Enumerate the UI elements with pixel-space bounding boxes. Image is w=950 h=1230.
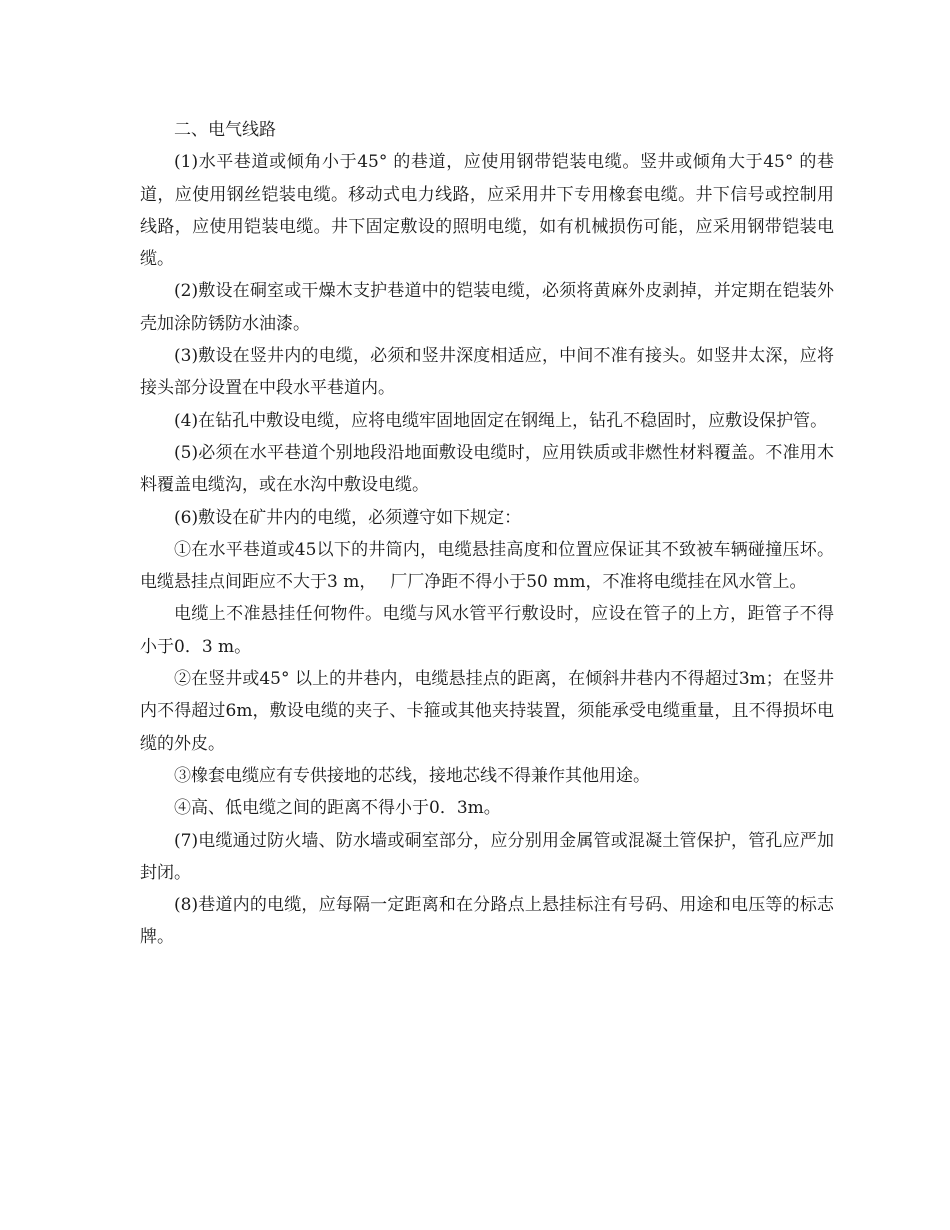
section-heading: 二、电气线路: [174, 120, 276, 140]
document-body: [140, 114, 834, 954]
paragraph-8: (8)巷道内的电缆，应每隔一定距离和在分路点上悬挂标注有号码、用途和电压等的标志牌。: [140, 895, 834, 948]
paragraph-6-item-1: ①在水平巷道或45以下的井筒内，电缆悬挂高度和位置应保证其不致被车辆碰撞压坏。电缆悬挂点间距应不大于3 m， 厂厂净距不得小于50 mm，不准将电缆挂在风水管上。: [140, 539, 834, 593]
paragraph-6-item-1-note: 电缆上不准悬挂任何物件。电缆与风水管平行敷设时，应设在管子的上方，距管子不得小于0．3 m。: [140, 604, 834, 657]
paragraph-2: (2)敷设在硐室或干燥木支护巷道中的铠装电缆，必须将黄麻外皮剥掉，并定期在铠装外壳加涂防锈防水油漆。: [140, 281, 834, 334]
paragraph-6-item-4: ④高、低电缆之间的距离不得小于0．3m。: [174, 798, 501, 819]
paragraph-4: (4)在钻孔中敷设电缆，应将电缆牢固地固定在钢绳上，钻孔不稳固时，应敷设保护管。: [174, 410, 828, 431]
paragraph-7: (7)电缆通过防火墙、防水墙或硐室部分，应分别用金属管或混凝土管保护，管孔应严加封闭。: [140, 830, 834, 883]
paragraph-6-item-2: ②在竖井或45° 以上的井巷内，电缆悬挂点的距离，在倾斜井巷内不得超过3m；在竖井内不得超过6m，敷设电缆的夹子、卡箍或其他夹持装置，须能承受电缆重量，且不得损坏电缆的外皮。: [140, 669, 834, 754]
paragraph-6: (6)敷设在矿井内的电缆，必须遵守如下规定：: [174, 507, 522, 528]
paragraph-5: (5)必须在水平巷道个别地段沿地面敷设电缆时，应用铁质或非燃性材料覆盖。不准用木料覆盖电缆沟，或在水沟中敷设电缆。: [140, 442, 834, 496]
paragraph-6-item-3: ③橡套电缆应有专供接地的芯线，接地芯线不得兼作其他用途。: [174, 765, 650, 786]
paragraph-3: (3)敷设在竖井内的电缆，必须和竖井深度相适应，中间不准有接头。如竖井太深，应将接头部分设置在中段水平巷道内。: [140, 346, 834, 399]
paragraph-1: (1)水平巷道或倾角小于45° 的巷道，应使用钢带铠装电缆。竖井或倾角大于45° 的巷道，应使用钢丝铠装电缆。移动式电力线路，应采用井下专用橡套电缆。井下信号或控制用线路，应使用铠装电缆。井下固定敷设的照明电缆，如有机械损伤可能，应采用钢带铠装电缆。: [140, 152, 834, 270]
